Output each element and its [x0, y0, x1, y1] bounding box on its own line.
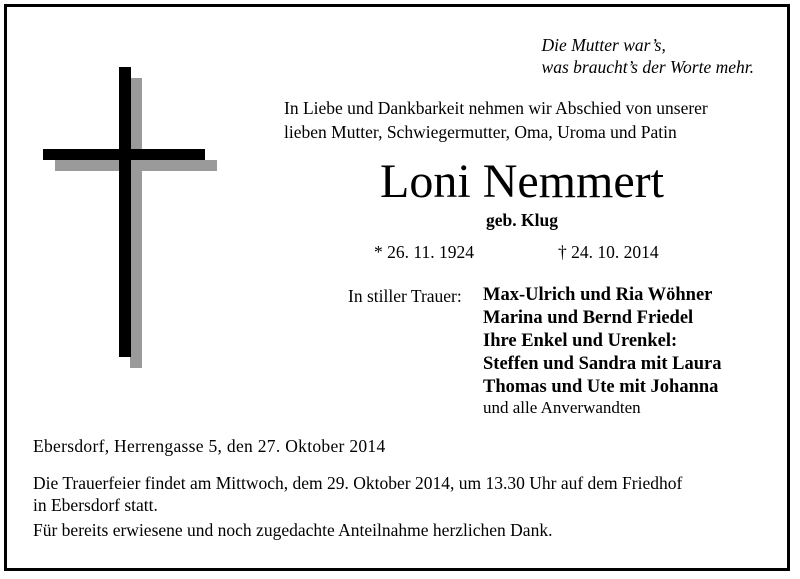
death-date: † 24. 10. 2014: [558, 242, 659, 262]
mourning-label: In stiller Trauer:: [348, 286, 462, 306]
ceremony-line-1: Die Trauerfeier findet am Mittwoch, dem 29. Oktober 2014, um 13.30 Uhr auf dem Friedhof: [33, 473, 683, 493]
place-date: Ebersdorf, Herrengasse 5, den 27. Oktober 2014: [33, 436, 386, 456]
mourner-entry: Ihre Enkel und Urenkel:: [483, 331, 678, 351]
motto: [542, 34, 754, 78]
intro-text: [284, 96, 708, 144]
intro-line-2: lieben Mutter, Schwiegermutter, Oma, Uroma und Patin: [284, 122, 677, 142]
relatives-line: und alle Anverwandten: [483, 398, 641, 417]
ceremony-info: [33, 472, 763, 516]
mourner-entry: Thomas und Ute mit Johanna: [483, 377, 719, 397]
mourner-entry: Marina und Bernd Friedel: [483, 308, 694, 328]
thanks-line: Für bereits erwiesene und noch zugedachte Anteilnahme herzlichen Dank.: [33, 520, 553, 540]
birth-date: * 26. 11. 1924: [374, 242, 474, 262]
maiden-name: geb. Klug: [486, 210, 558, 230]
mourner-entry: Steffen und Sandra mit Laura: [483, 354, 722, 374]
ceremony-line-2: in Ebersdorf statt.: [33, 495, 158, 515]
intro-line-1: In Liebe und Dankbarkeit nehmen wir Abschied von unserer: [284, 98, 708, 118]
mourner-entry: Max-Ulrich und Ria Wöhner: [483, 285, 713, 305]
motto-line-1: Die Mutter war’s,: [541, 35, 666, 55]
motto-line-2: was braucht’s der Worte mehr.: [541, 57, 754, 77]
deceased-name: Loni Nemmert: [380, 155, 664, 208]
mourners-list: [483, 284, 721, 399]
